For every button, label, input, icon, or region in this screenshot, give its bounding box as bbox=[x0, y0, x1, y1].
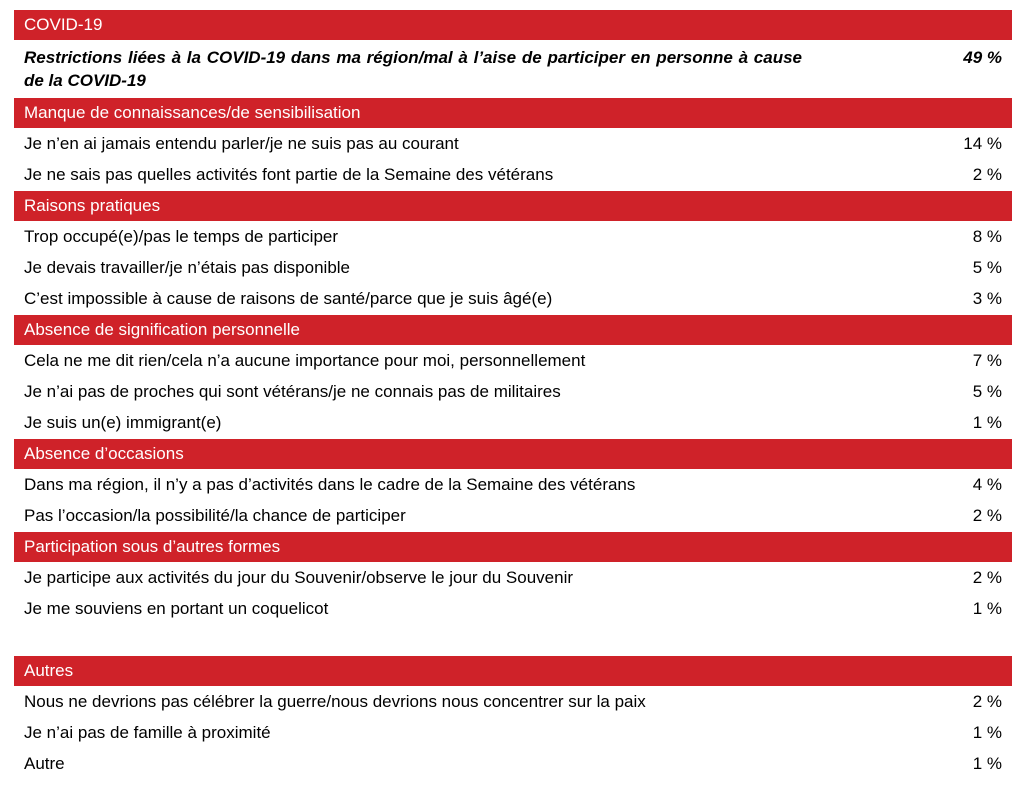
row-value: 2 % bbox=[972, 165, 1002, 184]
table-row bbox=[14, 128, 1012, 159]
row-value: 8 % bbox=[972, 227, 1002, 246]
row-value: 49 % bbox=[963, 48, 1002, 67]
table-row bbox=[14, 159, 1012, 190]
section-header-personal-meaning: Absence de signification personnelle bbox=[14, 315, 1012, 345]
table-row bbox=[14, 686, 1012, 717]
row-value: 1 % bbox=[972, 413, 1002, 432]
table-row bbox=[14, 221, 1012, 252]
row-value: 2 % bbox=[972, 568, 1002, 587]
row-label: Je n’en ai jamais entendu parler/je ne suis pas au courant bbox=[24, 134, 459, 153]
row-value: 5 % bbox=[972, 382, 1002, 401]
row-label: Pas l’occasion/la possibilité/la chance de participer bbox=[24, 506, 406, 525]
section-header-others: Autres bbox=[14, 656, 1012, 686]
spacer bbox=[14, 624, 1012, 655]
row-label: Je ne sais pas quelles activités font partie de la Semaine des vétérans bbox=[24, 165, 554, 184]
section-header-other-forms: Participation sous d’autres formes bbox=[14, 532, 1012, 562]
row-label: Dans ma région, il n’y a pas d’activités dans le cadre de la Semaine des vétérans bbox=[24, 475, 636, 494]
section-header-practical: Raisons pratiques bbox=[14, 191, 1012, 221]
table-row bbox=[14, 469, 1012, 500]
row-label: C’est impossible à cause de raisons de santé/parce que je suis âgé(e) bbox=[24, 289, 553, 308]
table-row bbox=[14, 283, 1012, 314]
row-label: Je devais travailler/je n’étais pas disponible bbox=[24, 258, 351, 277]
table-row bbox=[14, 252, 1012, 283]
row-value: 4 % bbox=[972, 475, 1002, 494]
row-label: Trop occupé(e)/pas le temps de participer bbox=[24, 227, 339, 246]
row-value: 5 % bbox=[972, 258, 1002, 277]
row-value: 14 % bbox=[963, 134, 1002, 153]
table-row bbox=[14, 376, 1012, 407]
section-header-covid: COVID-19 bbox=[14, 10, 1012, 40]
row-label: Je participe aux activités du jour du Souvenir/observe le jour du Souvenir bbox=[24, 568, 574, 587]
row-value: 7 % bbox=[972, 351, 1002, 370]
table-row bbox=[14, 562, 1012, 593]
row-label: Autre bbox=[24, 754, 65, 773]
row-label: Cela ne me dit rien/cela n’a aucune importance pour moi, personnellement bbox=[24, 351, 586, 370]
table-row bbox=[14, 40, 1012, 97]
row-value: 1 % bbox=[972, 754, 1002, 773]
table-row bbox=[14, 500, 1012, 531]
row-label: Je n’ai pas de proches qui sont vétérans/je ne connais pas de militaires bbox=[24, 382, 561, 401]
row-value: 2 % bbox=[972, 506, 1002, 525]
row-value: 1 % bbox=[972, 723, 1002, 742]
section-header-opportunities: Absence d’occasions bbox=[14, 439, 1012, 469]
table-row bbox=[14, 345, 1012, 376]
section-header-awareness: Manque de connaissances/de sensibilisation bbox=[14, 98, 1012, 128]
row-value: 2 % bbox=[972, 692, 1002, 711]
row-label: Je n’ai pas de famille à proximité bbox=[24, 723, 271, 742]
row-label: Je suis un(e) immigrant(e) bbox=[24, 413, 222, 432]
row-value: 3 % bbox=[972, 289, 1002, 308]
table-row bbox=[14, 593, 1012, 624]
row-label: Restrictions liées à la COVID-19 dans ma région/mal à l’aise de participer en personne à cause de la COVID-19 bbox=[24, 48, 802, 90]
reasons-table bbox=[14, 9, 1012, 779]
table-row bbox=[14, 748, 1012, 779]
table-row bbox=[14, 717, 1012, 748]
row-label: Je me souviens en portant un coquelicot bbox=[24, 599, 329, 618]
row-value: 1 % bbox=[972, 599, 1002, 618]
table-row bbox=[14, 407, 1012, 438]
row-label: Nous ne devrions pas célébrer la guerre/nous devrions nous concentrer sur la paix bbox=[24, 692, 646, 711]
